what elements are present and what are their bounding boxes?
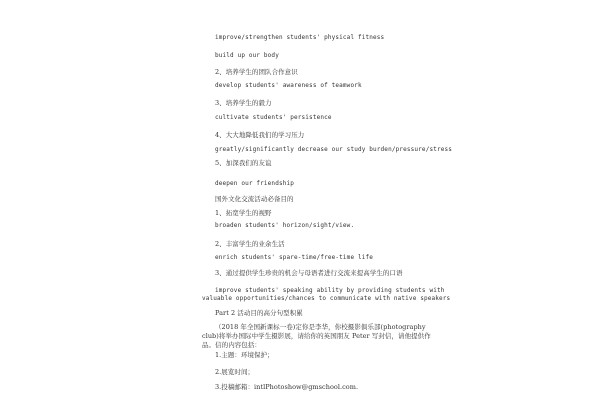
section-heading-foreign-exchange: 国外文化交流活动必备目的 <box>215 195 294 203</box>
text-line-horizon-en: broaden students' horizon/sight/view. <box>215 222 355 229</box>
text-line-teamwork-en: develop students' awareness of teamwork <box>215 82 362 89</box>
text-line-persistence-cn: 3、培养学生的毅力 <box>215 99 272 107</box>
text-line-speaking-en-1: improve students' speaking ability by providing students with <box>215 287 445 294</box>
text-line-friendship-en: deepen our friendship <box>215 180 295 187</box>
text-line-horizon-cn: 1、拓宽学生的视野 <box>215 209 272 217</box>
prompt-line-3: 品。信的内容包括： <box>202 341 261 349</box>
text-line-build-body: build up our body <box>215 52 279 59</box>
prompt-item-email: 3.投稿邮箱：intlPhotoshow@gmschool.com. <box>215 383 359 391</box>
text-line-friendship-cn: 5、加深我们的友谊 <box>215 159 272 167</box>
text-line-speaking-cn: 3、通过提供学生珍贵的机会与母语者进行交流来提高学生的口语 <box>215 269 403 277</box>
text-line-speaking-en-2: valuable opportunities/chances to communicate with native speakers <box>202 295 451 302</box>
text-line-pressure-cn: 4、大大地降低我们的学习压力 <box>215 131 305 139</box>
text-line-sparetime-en: enrich students' spare-time/free-time life <box>215 254 374 261</box>
prompt-item-theme: 1.主题：环境保护； <box>215 351 274 359</box>
text-line-pressure-en: greatly/significantly decrease our study burden/pressure/stress <box>215 146 453 153</box>
prompt-line-1: （2018 年全国新课标一卷)定你是李华，你校摄影俱乐部(photography <box>215 323 426 331</box>
section-heading-part-2: Part 2 活动目的高分句型积累 <box>215 309 303 317</box>
prompt-item-time: 2.展览时间； <box>215 368 255 376</box>
text-line-teamwork-cn: 2、培养学生的团队合作意识 <box>215 68 298 76</box>
text-line-persistence-en: cultivate students' persistence <box>215 114 332 121</box>
text-line-sparetime-cn: 2、丰富学生的业余生活 <box>215 240 285 248</box>
prompt-line-2: club)将举办国际中学生摄影展，请给你的英国朋友 Peter 写封信，请他提供作 <box>202 332 431 340</box>
text-line-fitness: improve/strengthen students' physical fitness <box>215 34 385 41</box>
